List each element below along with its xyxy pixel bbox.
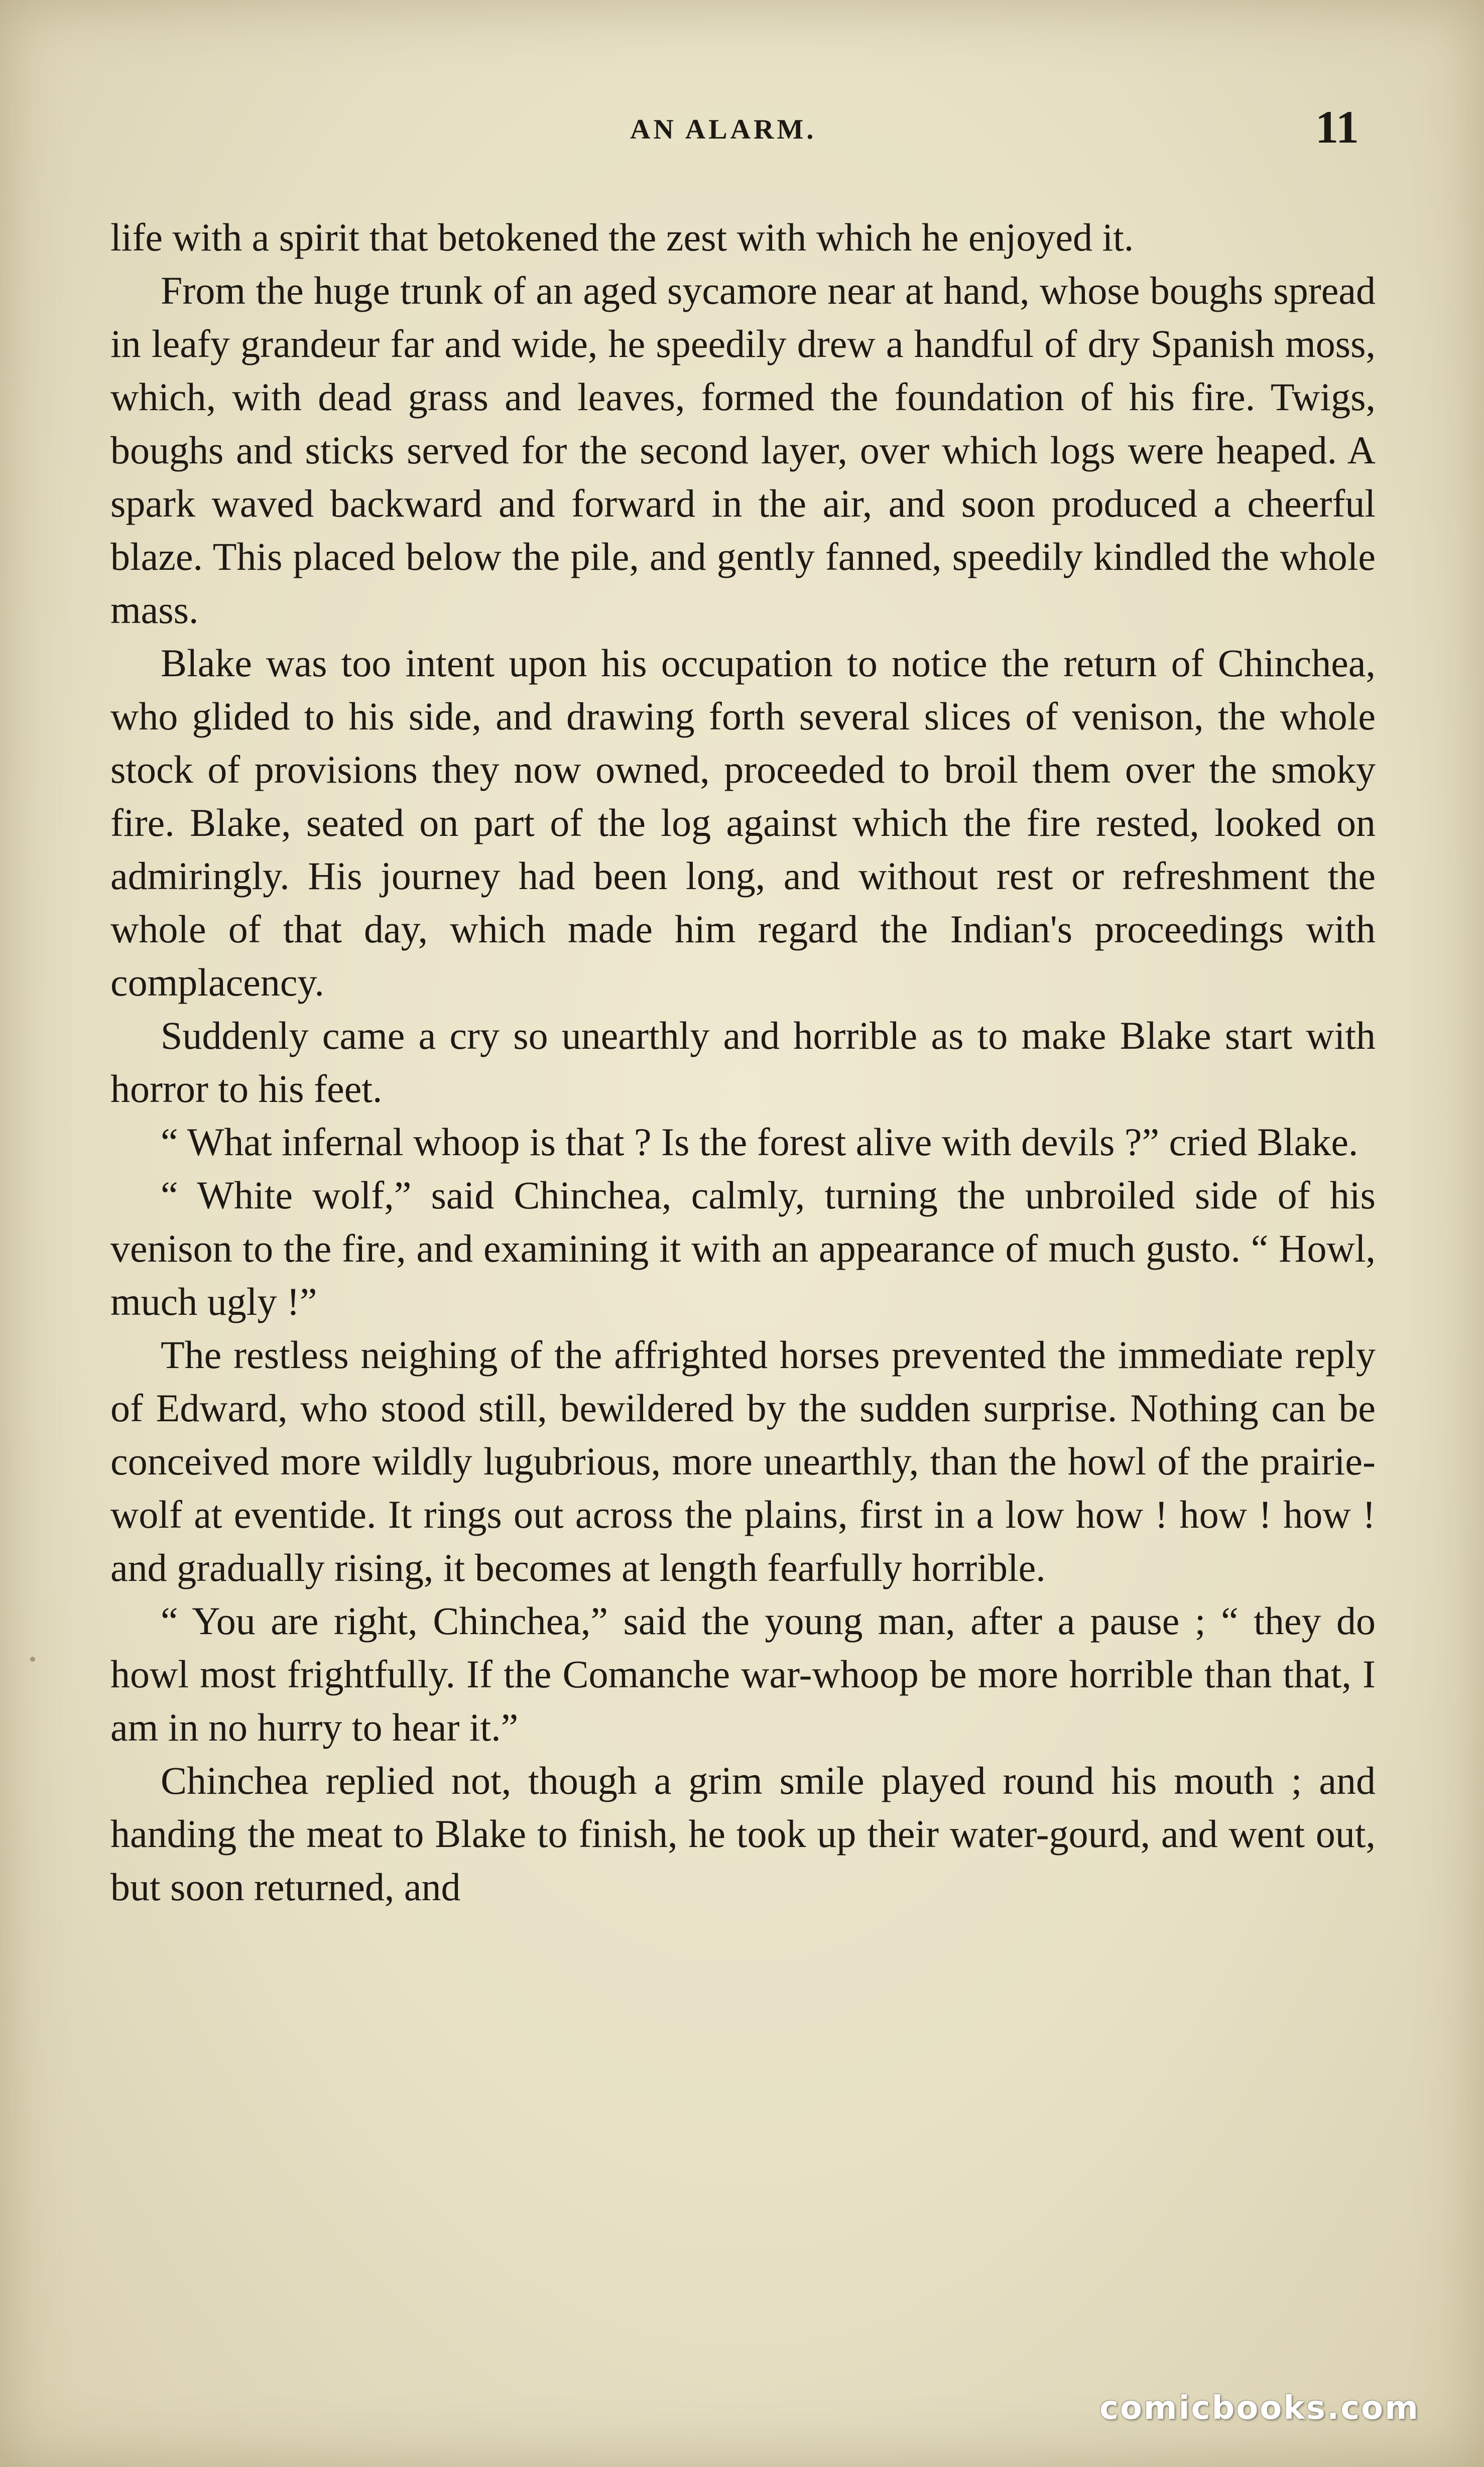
paragraph: Suddenly came a cry so unearthly and horrible as to make Blake start with horror to his feet.	[110, 1014, 1376, 1111]
ink-speck	[30, 1657, 35, 1662]
body-text	[110, 211, 1376, 1914]
paragraph: “ White wolf,” said Chinchea, calmly, turning the unbroiled side of his venison to the fire, and examining it with an appearance of much gusto. “ Howl, much ugly !”	[110, 1173, 1376, 1323]
paragraph: From the huge trunk of an aged sycamore near at hand, whose boughs spread in leafy grandeur far and wide, he speedily drew a handful of dry Spanish moss, which, with dead grass and leaves, formed the foundation of his fire. Twigs, boughs and sticks served for the second layer, over which logs were heaped. A spark waved backward and forward in the air, and soon produced a cheerful blaze. This placed below the pile, and gently fanned, speedily kindled the whole mass.	[110, 269, 1376, 632]
watermark: comicbooks.com	[1099, 2390, 1420, 2427]
paragraph: “ You are right, Chinchea,” said the young man, after a pause ; “ they do howl most frightfully. If the Comanche war-whoop be more horrible than that, I am in no hurry to hear it.”	[110, 1599, 1376, 1749]
paragraph: “ What infernal whoop is that ? Is the forest alive with devils ?” cried Blake.	[161, 1120, 1358, 1164]
running-head: AN ALARM.	[630, 114, 817, 145]
paragraph: The restless neighing of the affrighted horses prevented the immediate reply of Edward, who stood still, bewildered by the sudden surprise. Nothing can be conceived more wildly lugubrious, more unearthly, than the howl of the prairie-wolf at eventide. It rings out across the plains, first in a low how ! how ! how ! and gradually rising, it becomes at length fearfully horrible.	[110, 1333, 1376, 1589]
paragraph: Chinchea replied not, though a grim smile played round his mouth ; and handing the meat to Blake to finish, he took up their water-gourd, and went out, but soon returned, and	[110, 1759, 1376, 1909]
paragraph-continuation: life with a spirit that betokened the zest with which he enjoyed it.	[110, 215, 1134, 259]
paragraph: Blake was too intent upon his occupation to notice the return of Chinchea, who glided to his side, and drawing forth several slices of venison, the whole stock of provisions they now owned, proceeded to broil them over the smoky fire. Blake, seated on part of the log against which the fire rested, looked on admiringly. His journey had been long, and without rest or refreshment the whole of that day, which made him regard the Indian's proceedings with complacency.	[110, 641, 1376, 1004]
page-number: 11	[1315, 101, 1359, 153]
